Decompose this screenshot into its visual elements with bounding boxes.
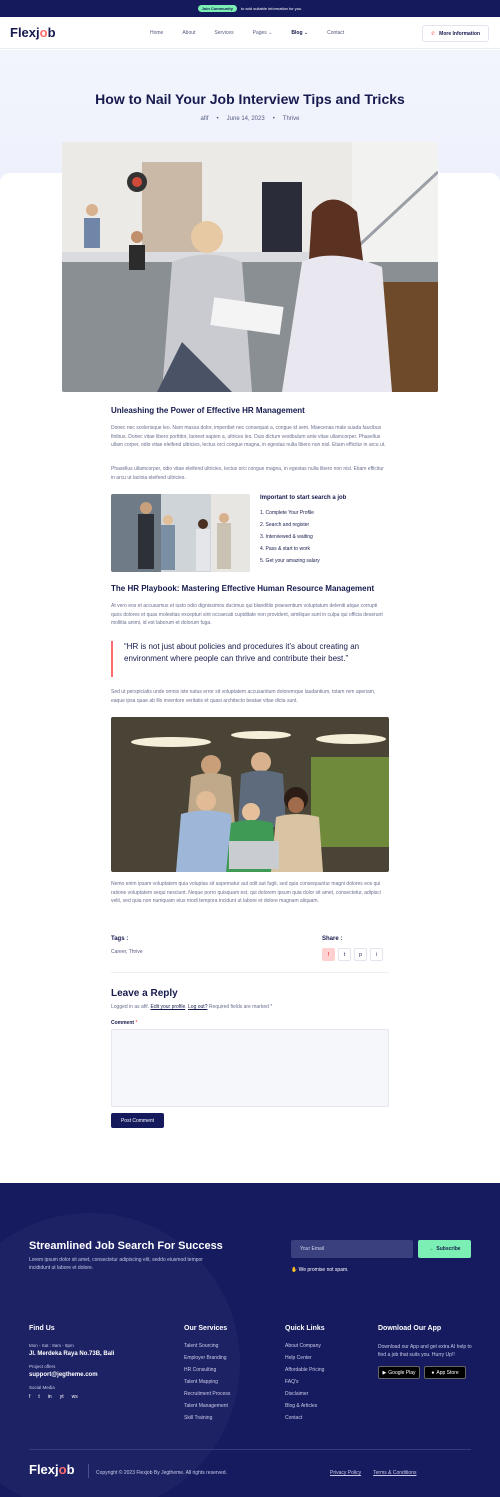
nav-pages[interactable]: Pages ⌄: [252, 30, 273, 36]
no-spam-note: ✋ We promise not spam.: [291, 1267, 349, 1273]
edit-profile-link[interactable]: Edit your profile: [150, 1004, 186, 1010]
working-hours: Mon - Sat : 8am - 9pm: [29, 1343, 74, 1348]
chevron-down-icon: ⌄: [268, 30, 273, 36]
nav-home[interactable]: Home: [150, 30, 164, 36]
footer-headline: Streamlined Job Search For Success: [29, 1240, 223, 1252]
job-steps-list: [260, 495, 346, 570]
nav-services[interactable]: Services: [214, 30, 234, 36]
nav-blog[interactable]: Blog ⌄: [291, 30, 309, 36]
site-logo[interactable]: Flexjob: [10, 25, 56, 40]
team-image: [111, 494, 250, 572]
download-app-description: Download our App and get extra AI help to find a job that suits you. Hurry Up!!: [378, 1344, 472, 1358]
app-store-button[interactable]: ● App Store: [424, 1366, 466, 1379]
address: Jl. Merdeka Raya No.73B, Bali: [29, 1351, 115, 1357]
comment-label: Comment *: [111, 1020, 138, 1026]
footer-link[interactable]: FAQ's: [285, 1379, 299, 1385]
youtube-icon[interactable]: yt: [59, 1394, 64, 1400]
more-information-button[interactable]: ✆ More Information: [422, 25, 489, 42]
quick-links-title: Quick Links: [285, 1325, 325, 1332]
footer-link[interactable]: Recruitment Process: [184, 1391, 231, 1397]
join-community-badge[interactable]: Join Community: [198, 5, 237, 12]
share-icons: [322, 948, 383, 961]
announcement-bar: [0, 0, 500, 17]
footer-link[interactable]: Talent Mapping: [184, 1379, 218, 1385]
list-item: 1. Complete Your Profile: [260, 510, 314, 516]
privacy-policy-link[interactable]: Privacy Policy: [330, 1470, 362, 1476]
whatsapp-icon[interactable]: ws: [71, 1394, 78, 1400]
footer-subtitle: Lorem ipsum dolor sit amet, consectetur adipiscing elit, seddo eiusmod tempor incididunt ut labore et dolore.: [29, 1257, 203, 1271]
list-item: 5. Get your amazing salary: [260, 558, 320, 564]
footer-link[interactable]: Employer Branding: [184, 1355, 227, 1361]
footer-link[interactable]: Skill Training: [184, 1415, 213, 1421]
tags-label: Tags :: [111, 936, 129, 942]
footer-link[interactable]: Disclaimer: [285, 1391, 309, 1397]
footer-link[interactable]: Blog & Articles: [285, 1403, 318, 1409]
linkedin-icon[interactable]: in: [47, 1394, 52, 1400]
nav-contact[interactable]: Contact: [327, 30, 345, 36]
page-title: How to Nail Your Job Interview Tips and Tricks: [95, 91, 405, 107]
tags-list[interactable]: Career, Thrive: [111, 949, 143, 955]
social-links: [29, 1394, 114, 1400]
arrow-right-icon: →: [428, 1246, 434, 1252]
divider: [111, 972, 389, 973]
play-icon: ▶: [382, 1369, 387, 1376]
paragraph-5: Nemo enim ipsam voluptatem quia voluptas sit aspernatur aut odit aut fugit, sed quia consequuntur magni dolores eos qui ratione voluptatem sequi nesciunt. Neque porro quisquam est, qui dolorem ipsum quia dolor sit amet, consectetur, adipisci velit, sed quia non numquam eius modi tempora incidunt ut labore et dolore magnam aliquam.: [111, 881, 381, 904]
paragraph-3: At vero eos et accusamus et iusto odio dignissimos ducimus qui blanditiis praesentium voluptatum deleniti atque corrupti quos dolores et quas molestias excepturi sint occaecati cupiditate non provident, similique sunt in culpa qui officia deserunt mollitia animi, id est laborum et dolorum fuga.: [111, 603, 383, 626]
email-input[interactable]: Your Email: [291, 1240, 413, 1258]
list-item: 2. Search and register: [260, 522, 310, 528]
footer-link[interactable]: Talent Sourcing: [184, 1343, 219, 1349]
meta-dot: •: [216, 116, 219, 122]
post-category[interactable]: Thrive: [282, 116, 300, 122]
featured-image: [62, 142, 438, 392]
quick-links-column: [285, 1325, 325, 1427]
find-us-title: Find Us: [29, 1325, 55, 1332]
announcement-text: to add suitable information for you.: [240, 6, 303, 11]
section-heading-hr-management: Unleashing the Power of Effective HR Management: [111, 406, 305, 415]
twitter-icon[interactable]: t: [338, 948, 351, 961]
support-email[interactable]: support@jegtheme.com: [29, 1372, 98, 1378]
paragraph-4: Sed ut perspiciatis unde omnis iste natus error sit voluptatem accusantium doloremque laudantium, totam rem aperiam, eaque ipsa quae ab illo inventore veritatis et quasi architecto beatae vitae dicta sunt.: [111, 689, 376, 704]
list-title: Important to start search a job: [260, 495, 347, 501]
paragraph-1: Donec nec scelerisque leo. Nam massa dolor, imperdiet nec consequat a, congue id sem. Maecenas male suada faucibus finibus. Donec vitae libero porttitor, laoreet sapien a, ultrices leo. Duis dictum vestibulum ante vitae ullamcorper. Phasellus ullam corper, odio vitae eleifend ultricies, lectus orci congue magna, in egestas nulla libero non nisl. Etiam efficitur in arcu ut.: [111, 425, 386, 448]
post-meta: [0, 116, 500, 122]
comment-textarea[interactable]: [111, 1029, 389, 1107]
blockquote: “HR is not just about policies and procedures it’s about creating an environment where people can thrive and contribute their best.”: [111, 641, 389, 677]
footer-logo[interactable]: Flexjob: [29, 1462, 75, 1477]
footer-link[interactable]: Help Center: [285, 1355, 312, 1361]
services-column: [184, 1325, 230, 1427]
project-offers-label: Project offers: [29, 1364, 56, 1369]
facebook-icon[interactable]: f: [322, 948, 335, 961]
nav-about[interactable]: About: [182, 30, 196, 36]
leave-reply-heading: Leave a Reply: [111, 988, 178, 999]
legal-links: [330, 1470, 416, 1476]
download-app-title: Download Our App: [378, 1325, 442, 1332]
paragraph-2: Phasellus ullamcorper, odio vitae eleifend ultricies, lectus orci congue magna, in egestas nulla libero non nisl. Etiam efficitur in arcu ut lacinia eleifend ultricies.: [111, 466, 384, 481]
app-store-buttons: [378, 1366, 473, 1379]
site-footer: [0, 1183, 500, 1497]
google-play-button[interactable]: ▶ Google Play: [378, 1366, 420, 1379]
nav-menu: [150, 30, 344, 36]
log-out-link[interactable]: Log out?: [188, 1004, 208, 1010]
post-author[interactable]: afif: [200, 116, 209, 122]
footer-link[interactable]: HR Consulting: [184, 1367, 217, 1373]
copyright-text: Copyright © 2023 Flexjob By Jegtheme. All rights reserved.: [96, 1470, 227, 1476]
download-app-column: [378, 1325, 473, 1379]
share-label: Share :: [322, 936, 343, 942]
chevron-down-icon: ⌄: [303, 30, 309, 36]
instagram-icon[interactable]: i: [370, 948, 383, 961]
phone-icon: ✆: [430, 30, 436, 37]
list-item: 4. Pass & start to work: [260, 546, 311, 552]
list-item: 3. Interviewed & waiting: [260, 534, 313, 540]
services-title: Our Services: [184, 1325, 228, 1332]
main-navigation: [0, 17, 500, 49]
footer-link[interactable]: Contact: [285, 1415, 303, 1421]
telegram-icon[interactable]: p: [354, 948, 367, 961]
footer-separator: [88, 1464, 89, 1478]
meta-dot: •: [272, 116, 275, 122]
footer-divider: [29, 1449, 471, 1450]
logged-in-text: Logged in as afif. Edit your profile. Log out? Required fields are marked *: [111, 1004, 273, 1010]
subscribe-button[interactable]: → Subscribe: [418, 1240, 471, 1258]
footer-link[interactable]: Affordable Pricing: [285, 1367, 325, 1373]
apple-icon: ●: [431, 1369, 435, 1376]
facebook-icon[interactable]: f: [29, 1394, 31, 1400]
post-comment-button[interactable]: Post Comment: [111, 1113, 164, 1128]
hand-icon: ✋: [291, 1267, 298, 1273]
social-media-label: Social Media: [29, 1385, 55, 1390]
section-heading-hr-playbook: The HR Playbook: Mastering Effective Human Resource Management: [111, 584, 375, 593]
footer-link[interactable]: Talent Management: [184, 1403, 228, 1409]
team-meeting-image: [111, 717, 389, 872]
post-date: June 14, 2023: [226, 116, 265, 122]
find-us-column: [29, 1325, 114, 1400]
terms-link[interactable]: Terms & Conditions: [373, 1470, 417, 1476]
twitter-icon[interactable]: t: [38, 1394, 40, 1400]
footer-link[interactable]: About Company: [285, 1343, 321, 1349]
